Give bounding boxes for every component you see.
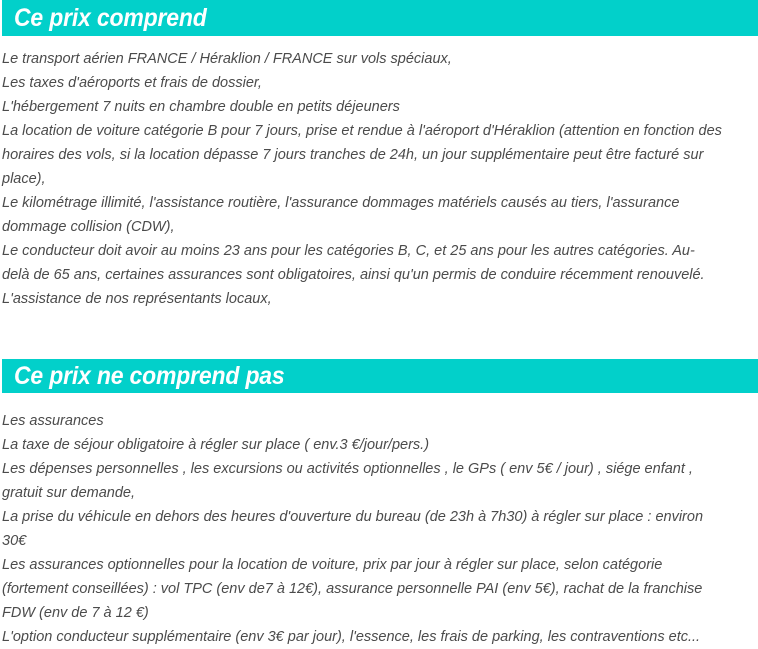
section-header-included <box>2 0 758 36</box>
excluded-line-6: L'option conducteur supplémentaire (env 3€ par jour), l'essence, les frais de parking, les contraventions etc... <box>2 628 701 645</box>
excluded-line-2: La taxe de séjour obligatoire à régler sur place ( env.3 €/jour/pers.) <box>2 436 430 453</box>
included-line-6: Le conducteur doit avoir au moins 23 ans pour les catégories B, C, et 25 ans pour les autres catégories. Au-delà de 65 ans, certaines assurances sont obligatoires, ainsi qu'un permis de conduire récemment renouvelé. <box>2 242 705 283</box>
spacer-included-top <box>0 36 758 47</box>
section-excluded <box>0 359 758 649</box>
included-line-2: Les taxes d'aéroports et frais de dossier, <box>2 74 262 91</box>
included-line-4: La location de voiture catégorie B pour 7 jours, prise et rendue à l'aéroport d'Héraklion (attention en fonction des horaires des vols, si la location dépasse 7 jours tranches de 24h, un jour supplémentaire peut être facturé sur place), <box>2 122 722 187</box>
excluded-line-3: Les dépenses personnelles , les excursions ou activités optionnelles , le GPs ( env 5€ / jour) , siége enfant , gratuit sur demande, <box>2 460 693 501</box>
included-line-7: L'assistance de nos représentants locaux, <box>2 290 272 307</box>
section-included <box>0 0 758 311</box>
section-gap <box>0 311 758 359</box>
spacer-excluded-top <box>0 393 758 409</box>
excluded-line-4: La prise du véhicule en dehors des heures d'ouverture du bureau (de 23h à 7h30) à régler sur place : environ 30€ <box>2 508 704 549</box>
excluded-line-5: Les assurances optionnelles pour la location de voiture, prix par jour à régler sur place, selon catégorie (fortement conseillées) : vol TPC (env de7 à 12€), assurance personnelle PAI (env 5€), rachat de la franchise FDW (env de 7 à 12 €) <box>2 556 703 621</box>
section-body-excluded <box>0 409 758 649</box>
section-header-excluded <box>2 359 758 393</box>
included-line-1: Le transport aérien FRANCE / Héraklion / FRANCE sur vols spéciaux, <box>2 50 452 67</box>
included-line-5: Le kilométrage illimité, l'assistance routière, l'assurance dommages matériels causés au tiers, l'assurance dommage collision (CDW), <box>2 194 680 235</box>
excluded-line-1: Les assurances <box>2 412 104 429</box>
section-body-included <box>0 47 758 311</box>
section-title-excluded: Ce prix ne comprend pas <box>13 361 285 390</box>
section-title-included: Ce prix comprend <box>13 3 207 32</box>
included-line-3: L'hébergement 7 nuits en chambre double en petits déjeuners <box>2 98 400 115</box>
